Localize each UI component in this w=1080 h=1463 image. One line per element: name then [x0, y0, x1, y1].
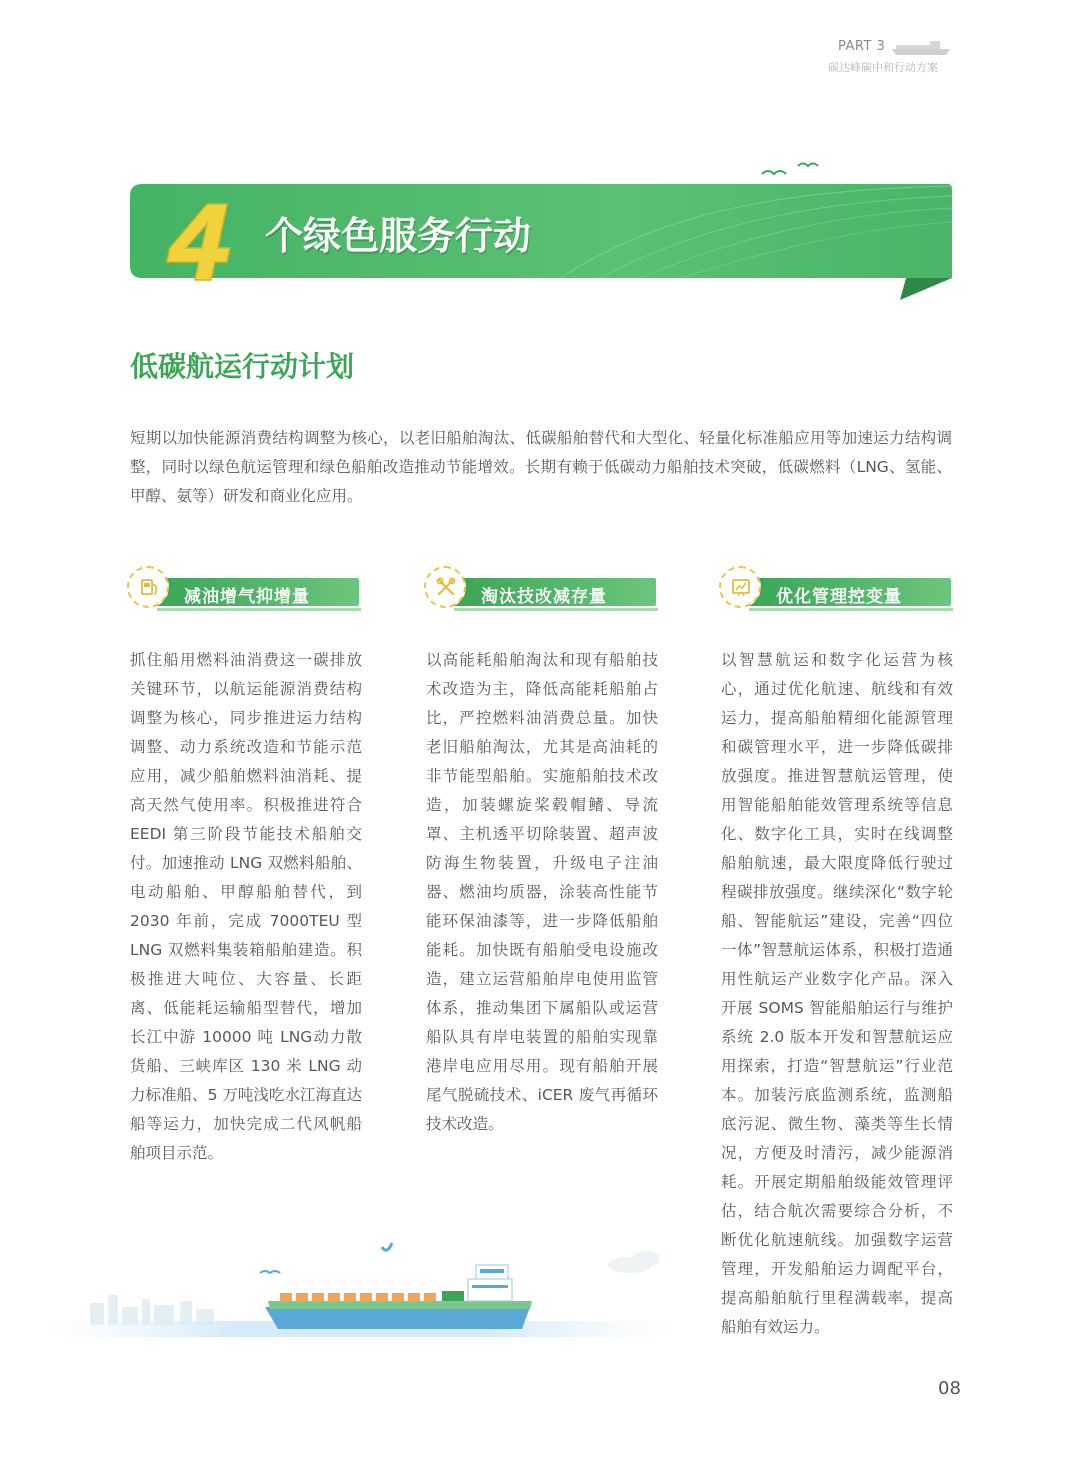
column-text-2: 以高能耗船舶淘汰和现有船舶技术改造为主，降低高能耗船舶占比，严控燃料油消费总量。加快老旧船舶淘汰，尤其是高油耗的非节能型船舶。实施船舶技术改造，加装螺旋桨毂帽鳍、导流罩、主机透平切除装置、超声波防海生物装置，升级电子注油器、燃油均质器，涂装高性能节能环保油漆等，进一步降低船舶能耗。加快既有船舶受电设施改造，建立运营船舶岸电使用监管体系，推动集团下属船队或运营船队具有岸电装置的船舶实现靠港岸电应用尽用。现有船舶开展尾气脱硫技术、iCER 废气再循环技术改造。: [426, 651, 658, 1133]
section-banner: [0, 150, 1080, 310]
chart-board-icon: [730, 576, 752, 598]
column-header-label: 减油增气抑增量: [184, 587, 310, 607]
section-title: 低碳航运行动计划: [130, 350, 355, 383]
column-header-label: 优化管理控变量: [776, 587, 902, 607]
wrench-tools-icon: [435, 576, 457, 598]
column-header-3: [719, 574, 953, 614]
column-icon-ring: [719, 566, 761, 608]
part-label: PART 3: [838, 39, 886, 54]
column-text-1: 抓住船用燃料油消费这一碳排放关键环节，以航运能源消费结构调整为核心，同步推进运力结构调整、动力系统改造和节能示范应用，减少船舶燃料油消耗、提高天然气使用率。积极推进符合 EEDI 第三阶段节能技术船舶交付。加速推动 LNG 双燃料船舶、电动船舶、甲醇船舶替代，到 2030 年前，完成 7000TEU 型 LNG 双燃料集装箱船舶建造。积极推进大吨位、大容量、长距离、低能耗运输船型替代，增加长江中游 10000 吨 LNG动力散货船、三峡库区 130 米 LNG 动力标准船、5 万吨浅吃水江海直达船等运力，加快完成二代风帆船舶项目示范。: [130, 651, 362, 1162]
column-header-2: [424, 574, 658, 614]
column-icon-ring: [127, 566, 169, 608]
column-icon-ring: [424, 566, 466, 608]
fuel-pump-icon: [138, 576, 160, 598]
column-header-label: 淘汰技改减存量: [481, 587, 607, 607]
part-subtitle: 碳达峰碳中和行动方案: [828, 61, 938, 74]
column-header-1: [127, 574, 361, 614]
banner-title: 个绿色服务行动: [265, 213, 532, 258]
cargo-ship-illustration: [40, 1225, 680, 1355]
column-text-3: 以智慧航运和数字化运营为核心，通过优化航速、航线和有效运力，提高船舶精细化能源管理和碳管理水平，进一步降低碳排放强度。推进智慧航运管理，使用智能船舶能效管理系统等信息化、数字化工具，实时在线调整船舶航速，最大限度降低行驶过程碳排放强度。继续深化“数字轮船、智能航运”建设，完善“四位一体”智慧航运体系，积极打造通用性航运产业数字化产品。深入开展 SOMS 智能船舶运行与维护系统 2.0 版本开发和智慧航运应用探索，打造“智慧航运”行业范本。加装污底监测系统，监测船底污泥、微生物、藻类等生长情况，方便及时清污，减少能源消耗。开展定期船舶级能效管理评估，结合航次需要综合分析，不断优化航速航线。加强数字运营管理，开发船舶运力调配平台，提高船舶航行里程满载率，提高船舶有效运力。: [721, 651, 953, 1336]
intro-paragraph: 短期以加快能源消费结构调整为核心，以老旧船舶淘汰、低碳船舶替代和大型化、轻量化标准船应用等加速运力结构调整，同时以绿色航运管理和绿色船舶改造推动节能增效。长期有赖于低碳动力船舶技术突破，低碳燃料（LNG、氢能、甲醇、氨等）研发和商业化应用。: [130, 429, 952, 505]
header-ship-icon: [892, 38, 952, 56]
page-number: 08: [938, 1378, 961, 1399]
